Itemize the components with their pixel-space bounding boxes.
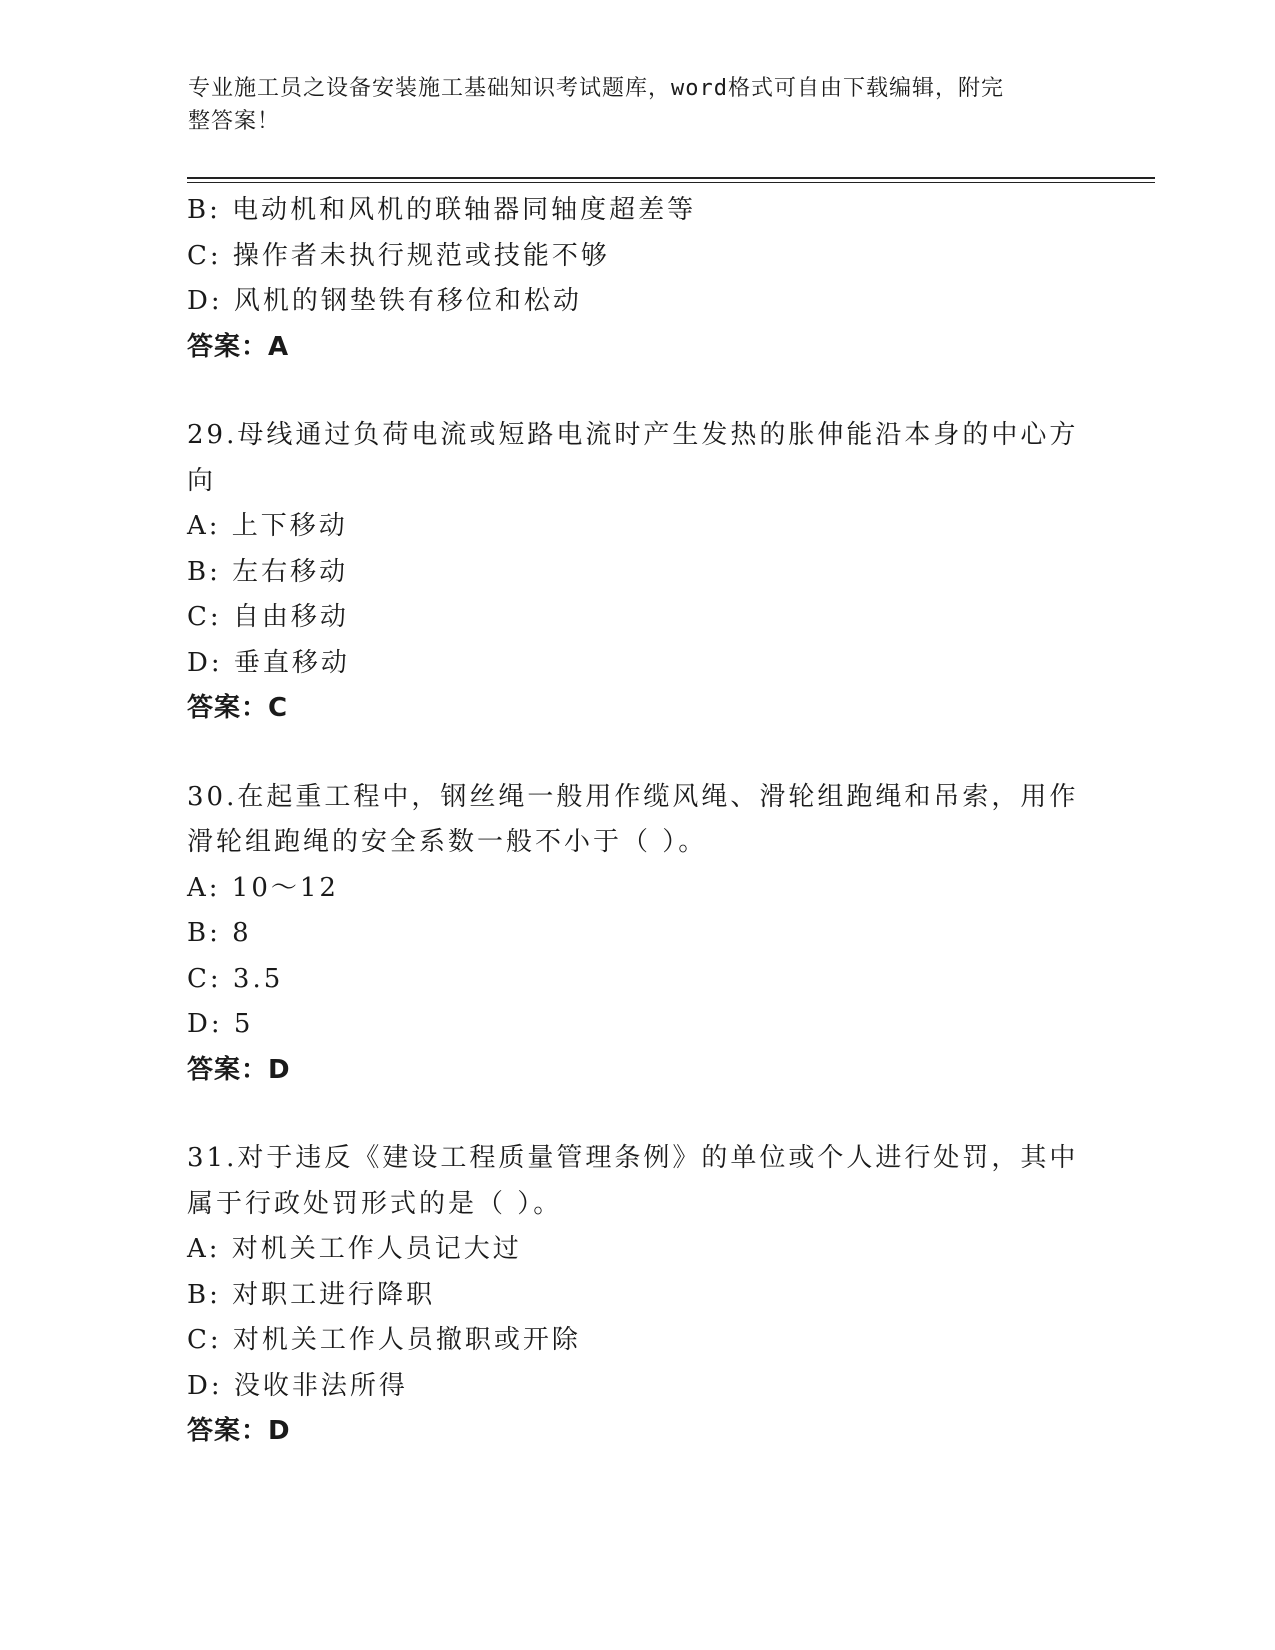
spacer <box>187 1093 1087 1136</box>
question-stem-line-2: 滑轮组跑绳的安全系数一般不小于（ ）。 <box>187 827 708 857</box>
spacer <box>187 370 1087 413</box>
option-b: B: 左右移动 <box>187 556 349 587</box>
option-d: D: 5 <box>187 1009 254 1039</box>
answer-line: 答案：D <box>187 1054 291 1085</box>
option-c: C: 对机关工作人员撤职或开除 <box>187 1325 581 1355</box>
spacer <box>187 732 1087 775</box>
question-stem-line-2: 属于行政处罚形式的是（ ）。 <box>187 1188 563 1219</box>
option-b: B: 电动机和风机的联轴器同轴度超差等 <box>187 195 697 225</box>
option-a: A: 对机关工作人员记大过 <box>187 1234 522 1264</box>
option-b: B: 8 <box>187 918 252 948</box>
header-line-1: 专业施工员之设备安装施工基础知识考试题库，word格式可自由下载编辑，附完 <box>188 76 1004 101</box>
question-30-block <box>187 775 1087 1094</box>
question-28-block <box>187 188 1087 370</box>
question-stem-line-1: 29.母线通过负荷电流或短路电流时产生发热的胀伸能沿本身的中心方 <box>187 420 1079 450</box>
option-a: A: 10～12 <box>187 872 339 903</box>
header-rule-thick <box>187 177 1155 179</box>
document-body <box>187 188 1087 1455</box>
option-c: C: 自由移动 <box>187 602 349 632</box>
option-b: B: 对职工进行降职 <box>187 1279 436 1310</box>
question-stem-line-1: 31.对于违反《建设工程质量管理条例》的单位或个人进行处罚，其中 <box>187 1143 1079 1173</box>
question-stem-line-2: 向 <box>187 465 217 496</box>
option-d: D: 没收非法所得 <box>187 1370 408 1401</box>
option-a: A: 上下移动 <box>187 511 348 541</box>
answer-line: 答案：D <box>187 1416 291 1446</box>
option-c: C: 3.5 <box>187 963 284 994</box>
answer-line: 答案：A <box>187 331 290 362</box>
document-header <box>188 72 1068 138</box>
answer-line: 答案：C <box>187 693 289 723</box>
question-29-block <box>187 413 1087 732</box>
header-rule-thin <box>187 182 1155 183</box>
header-line-2: 整答案！ <box>188 109 281 134</box>
option-c: C: 操作者未执行规范或技能不够 <box>187 240 610 271</box>
question-stem-line-1: 30.在起重工程中，钢丝绳一般用作缆风绳、滑轮组跑绳和吊索，用作 <box>187 781 1079 812</box>
question-31-block <box>187 1136 1087 1455</box>
option-d: D: 垂直移动 <box>187 647 350 678</box>
option-d: D: 风机的钢垫铁有移位和松动 <box>187 286 582 316</box>
